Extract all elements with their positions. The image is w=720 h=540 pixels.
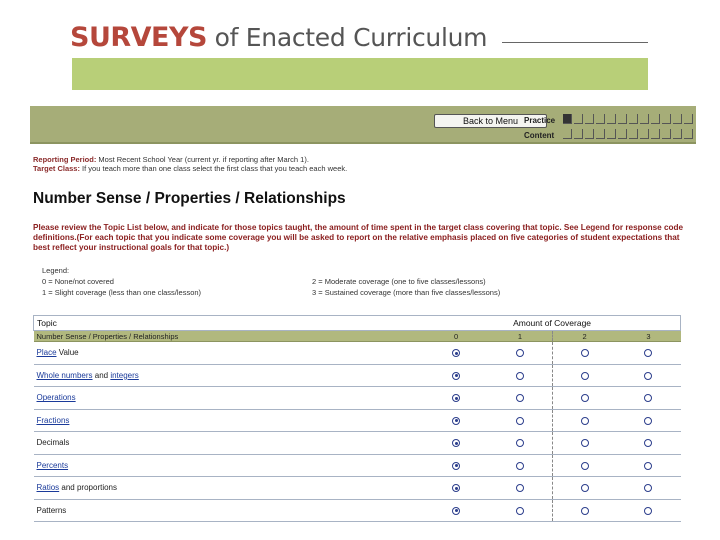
- coverage-radio-2[interactable]: [581, 372, 589, 380]
- topic-text: Patterns: [36, 505, 67, 515]
- survey-screen: [30, 106, 696, 526]
- coverage-radio-3[interactable]: [644, 372, 652, 380]
- practice-progress: [563, 114, 695, 125]
- surveys-logo: [70, 22, 487, 56]
- table-row: [34, 364, 681, 387]
- progress-block: [651, 114, 660, 124]
- topics-table: [33, 315, 681, 522]
- topic-name: [34, 364, 425, 387]
- topic-name: [34, 432, 425, 455]
- coverage-cell: [424, 477, 488, 500]
- column-2-header: 2: [552, 331, 616, 342]
- coverage-radio-2[interactable]: [581, 349, 589, 357]
- topic-link[interactable]: Operations: [36, 393, 76, 403]
- topic-link[interactable]: Whole numbers: [36, 370, 93, 380]
- coverage-cell: [488, 454, 552, 477]
- table-row: [34, 342, 681, 365]
- coverage-cell: [552, 477, 616, 500]
- coverage-cell: [488, 499, 552, 522]
- table-row: [34, 432, 681, 455]
- coverage-cell: [616, 387, 680, 410]
- table-row: [34, 454, 681, 477]
- progress-block: [574, 129, 583, 139]
- coverage-radio-2[interactable]: [581, 462, 589, 470]
- topic-link[interactable]: Fractions: [36, 415, 70, 425]
- table-row: [34, 499, 681, 522]
- topic-name: [34, 409, 425, 432]
- topic-text: Value: [56, 348, 79, 358]
- coverage-cell: [552, 364, 616, 387]
- logo-strong: SURVEYS: [70, 22, 207, 53]
- coverage-cell: [616, 342, 680, 365]
- progress-block: [596, 129, 605, 139]
- topic-text: Decimals: [36, 438, 70, 448]
- practice-label: Practice: [524, 116, 556, 125]
- reporting-period-label: Reporting Period:: [33, 155, 97, 164]
- progress-block: [563, 129, 572, 139]
- topic-name: [34, 477, 425, 500]
- reporting-period: [33, 155, 309, 164]
- coverage-radio-3[interactable]: [644, 462, 652, 470]
- column-3-header: 3: [616, 331, 680, 342]
- coverage-cell: [424, 499, 488, 522]
- coverage-cell: [424, 454, 488, 477]
- progress-block: [618, 114, 627, 124]
- instructions: Please review the Topic List below, and indicate for those topics taught, the amount of time spent in the target class covering that topic. See Legend for response code definitions.(For each topic that you indicate some coverage you will be asked to report on the relative emphasis placed on five categories of student expectations that best reflect your instructional goals for that topic.): [33, 223, 684, 252]
- coverage-cell: [552, 342, 616, 365]
- coverage-cell: [424, 432, 488, 455]
- coverage-radio-0[interactable]: [452, 349, 460, 357]
- coverage-radio-1[interactable]: [516, 372, 524, 380]
- topic-text: and proportions: [59, 483, 118, 493]
- target-class-text: If you teach more than one class select the first class that you teach each week.: [79, 164, 348, 173]
- coverage-radio-3[interactable]: [644, 349, 652, 357]
- reporting-period-text: Most Recent School Year (current yr. if reporting after March 1).: [96, 155, 309, 164]
- progress-block: [596, 114, 605, 124]
- section-title: Number Sense / Properties / Relationships: [33, 190, 346, 207]
- legend-item-3: 3 = Sustained coverage (more than five classes/lessons): [312, 288, 501, 297]
- coverage-radio-0[interactable]: [452, 394, 460, 402]
- coverage-cell: [552, 499, 616, 522]
- logo-rule: [502, 42, 648, 43]
- toolbar: [30, 106, 696, 144]
- coverage-cell: [488, 477, 552, 500]
- progress-block: [607, 114, 616, 124]
- coverage-radio-0[interactable]: [452, 417, 460, 425]
- coverage-cell: [488, 387, 552, 410]
- coverage-radio-1[interactable]: [516, 462, 524, 470]
- content-progress: [563, 129, 695, 140]
- coverage-header: Amount of Coverage: [424, 316, 680, 331]
- topic-link[interactable]: Percents: [36, 460, 69, 470]
- topic-link[interactable]: Ratios: [36, 483, 60, 493]
- target-class-label: Target Class:: [33, 164, 80, 173]
- legend-title: Legend:: [42, 266, 70, 275]
- coverage-radio-1[interactable]: [516, 507, 524, 515]
- coverage-radio-0[interactable]: [452, 507, 460, 515]
- topic-name: [34, 342, 425, 365]
- coverage-cell: [552, 432, 616, 455]
- coverage-cell: [424, 342, 488, 365]
- target-class: [33, 164, 347, 173]
- logo-light: of Enacted Curriculum: [207, 23, 488, 52]
- back-to-menu-button[interactable]: Back to Menu: [434, 114, 547, 128]
- coverage-cell: [424, 364, 488, 387]
- coverage-radio-3[interactable]: [644, 439, 652, 447]
- coverage-radio-1[interactable]: [516, 484, 524, 492]
- category-label: Number Sense / Properties / Relationships: [34, 331, 425, 342]
- column-0-header: 0: [424, 331, 488, 342]
- coverage-cell: [424, 409, 488, 432]
- coverage-radio-2[interactable]: [581, 439, 589, 447]
- header-band: [72, 58, 648, 90]
- progress-block: [640, 129, 649, 139]
- coverage-cell: [424, 387, 488, 410]
- progress-block: [684, 114, 693, 124]
- coverage-cell: [616, 454, 680, 477]
- progress-block: [607, 129, 616, 139]
- progress-block: [618, 129, 627, 139]
- legend-item-2: 2 = Moderate coverage (one to five classes/lessons): [312, 277, 486, 286]
- coverage-radio-0[interactable]: [452, 439, 460, 447]
- coverage-radio-0[interactable]: [452, 484, 460, 492]
- coverage-cell: [488, 409, 552, 432]
- coverage-radio-2[interactable]: [581, 484, 589, 492]
- progress-block: [673, 114, 682, 124]
- coverage-radio-1[interactable]: [516, 394, 524, 402]
- table-row: [34, 409, 681, 432]
- coverage-radio-0[interactable]: [452, 462, 460, 470]
- legend-item-1: 1 = Slight coverage (less than one class/lesson): [42, 288, 202, 297]
- category-row: [34, 331, 681, 342]
- coverage-cell: [552, 387, 616, 410]
- coverage-radio-2[interactable]: [581, 417, 589, 425]
- progress-block: [585, 114, 594, 124]
- coverage-cell: [616, 364, 680, 387]
- content-label: Content: [524, 131, 555, 140]
- progress-block: [629, 129, 638, 139]
- progress-block: [684, 129, 693, 139]
- topic-text: and: [92, 370, 111, 380]
- progress-block: [629, 114, 638, 124]
- table-row: [34, 477, 681, 500]
- coverage-radio-2[interactable]: [581, 394, 589, 402]
- coverage-radio-3[interactable]: [644, 507, 652, 515]
- legend-item-0: 0 = None/not covered: [42, 277, 114, 286]
- coverage-radio-3[interactable]: [644, 417, 652, 425]
- coverage-radio-0[interactable]: [452, 372, 460, 380]
- coverage-cell: [616, 432, 680, 455]
- topic-rows: [34, 342, 681, 522]
- progress-block: [673, 129, 682, 139]
- coverage-radio-3[interactable]: [644, 394, 652, 402]
- column-1-header: 1: [488, 331, 552, 342]
- coverage-radio-1[interactable]: [516, 439, 524, 447]
- coverage-radio-2[interactable]: [581, 507, 589, 515]
- coverage-cell: [616, 499, 680, 522]
- topic-name: [34, 454, 425, 477]
- topic-link[interactable]: integers: [110, 370, 139, 380]
- topic-name: [34, 499, 425, 522]
- topic-name: [34, 387, 425, 410]
- coverage-cell: [552, 454, 616, 477]
- coverage-radio-1[interactable]: [516, 417, 524, 425]
- coverage-cell: [488, 432, 552, 455]
- table-row: [34, 387, 681, 410]
- progress-block: [574, 114, 583, 124]
- progress-block: [640, 114, 649, 124]
- coverage-cell: [488, 342, 552, 365]
- topic-header: Topic: [34, 316, 425, 331]
- progress-block: [651, 129, 660, 139]
- progress-block: [563, 114, 572, 124]
- coverage-radio-1[interactable]: [516, 349, 524, 357]
- topic-link[interactable]: Place: [36, 348, 57, 358]
- progress-block: [585, 129, 594, 139]
- coverage-cell: [552, 409, 616, 432]
- progress-block: [662, 114, 671, 124]
- table-header-row: [34, 316, 681, 331]
- coverage-cell: [616, 477, 680, 500]
- coverage-radio-3[interactable]: [644, 484, 652, 492]
- coverage-cell: [488, 364, 552, 387]
- coverage-cell: [616, 409, 680, 432]
- progress-block: [662, 129, 671, 139]
